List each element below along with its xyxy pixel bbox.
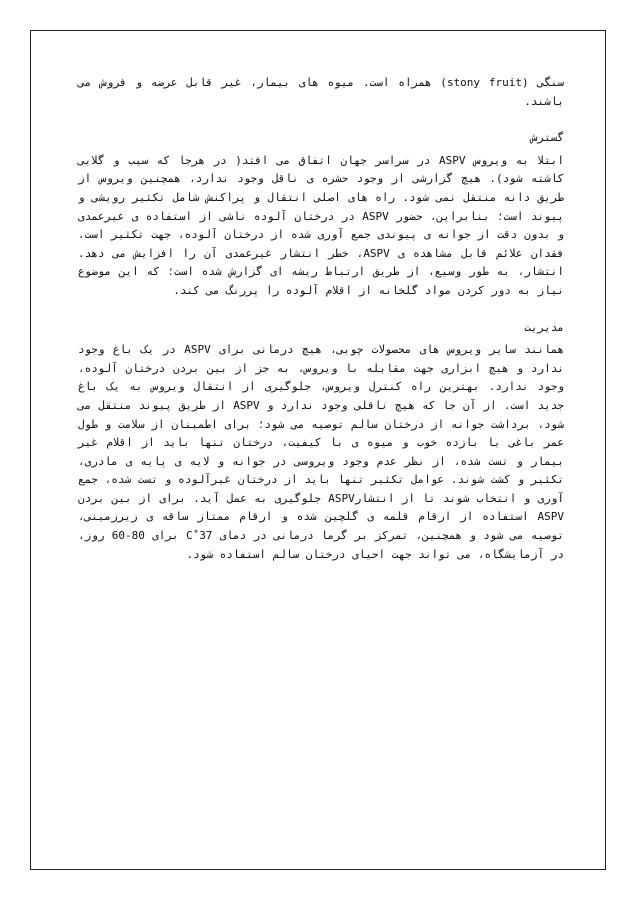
document-body <box>78 66 564 564</box>
section-heading-spread: گسترش <box>530 131 564 145</box>
section-heading-management: مدیریت <box>524 320 564 334</box>
intro-paragraph: سنگی (stony fruit) همراه است. میوه های بیمار، غیر قابل عرضه و فروش می باشند. <box>78 76 564 108</box>
management-paragraph: همانند سایر ویروس های محصولات چوبی، هیچ درمانی برای ASPV در یک باغ وجود ندارد و هیچ ابزاری جهت مقابله با ویروس، به جز از بین بردن درختان آلوده، وجود ندارد. بهترین راه کنترل ویروس، جلوگیری از انتقال ویروس به یک باغ جدید است. از آن جا که هیچ ناقلی وجود ندارد و ASPV از طریق پیوند منتقل می شود، برداشت جوانه از درختان سالم توصیه می شود؛ برای اطمینان از سلامت و طول عمر باغی با بازده خوب و میوه ی با کیفیت، درختان تنها باید از اقلام غیر بیمار و تست شده، از نظر عدم وجود ویروسی در جوانه و لایه ی پایه ی مادری، تکثیر و کشت شوند. عوامل تکثیر تنها باید از درختان غیرآلوده و تست شده، جمع آوری و انتخاب شوند تا از انتشارASPV جلوگیری به عمل آید. برای از بین بردن ASPV استفاده از ارقام قلمه ی گلچین شده و ارقام ممتاز ساقه ی زیرزمینی، توصیه می شود و همچنین، تمرکز بر گرما درمانی در دمای 37˚C برای 80-60 روز، در آزمایشگاه، می تواند جهت احیای درختان سالم استفاده شود. <box>78 343 564 561</box>
spread-paragraph: ابتلا به ویروس ASPV در سراسر جهان اتفاق می افتد( در هرجا که سیب و گلابی کاشته شود). هیچ گزارشی از وجود حشره ی ناقل وجود ندارد، همچنین ویروس از طریق دانه منتقل نمی شود. راه های اصلی انتقال و پراکنش شامل تکثیر رویشی و پیوند است؛ بنابراین، حضور ASPV در درختان آلوده ناشی از استفاده ی غیرعمدی و بدون دقت از جوانه ی پیوندی جمع آوری شده از درختان آلوده، جهت تکثیر است. فقدان علائم قابل مشاهده ی ASPV، خطر انتشار غیرعمدی آن را افزایش می دهد. انتشار، به طور وسیع، از طریق ارتباط ریشه ای گزارش شده است؛ که این موضوع نیاز به دور کردن مواد گلخانه از اقلام آلوده را پررنگ می کند. <box>78 153 565 297</box>
